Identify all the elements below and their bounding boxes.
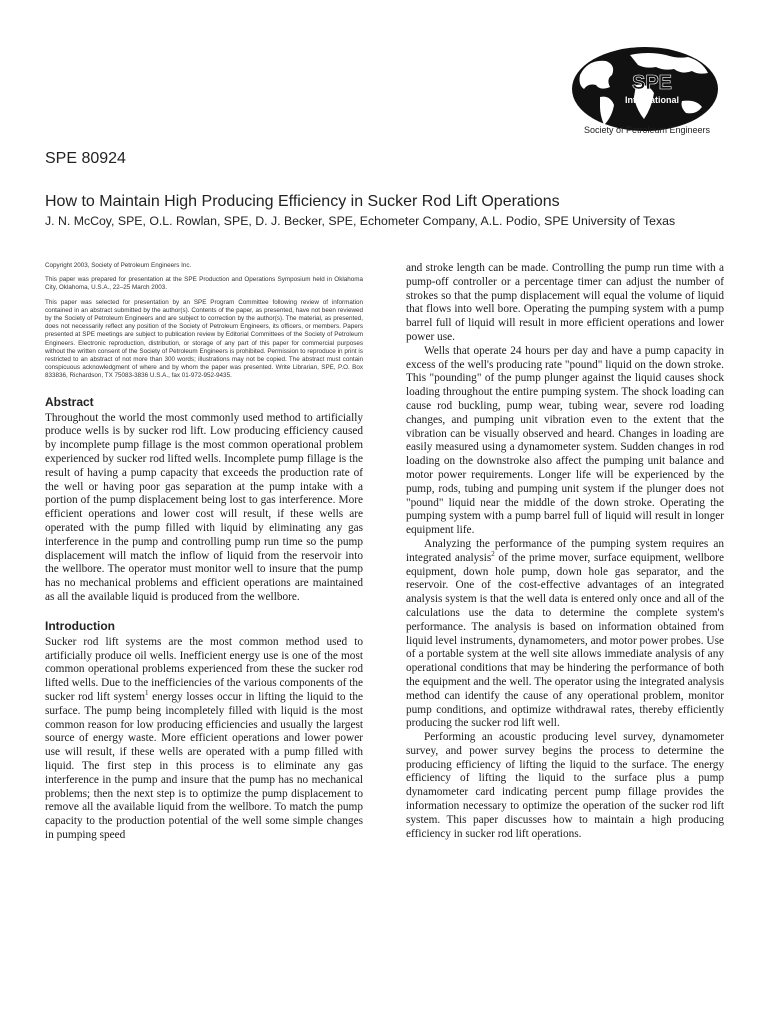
copyright-line: Copyright 2003, Society of Petroleum Engineers Inc. [45, 262, 192, 269]
logo-spe-text: SPE [631, 72, 673, 94]
logo-international-text: International [624, 95, 680, 105]
left-column [45, 262, 363, 843]
introduction-heading: Introduction [45, 618, 115, 633]
paper-title: How to Maintain High Producing Efficiency in Sucker Rod Lift Operations [45, 193, 560, 210]
paragraph-text-part: Analyzing the performance of the pumping system requires an integrated analysis [406, 537, 724, 564]
review-disclaimer: This paper was selected for presentation by an SPE Program Committee following review of information contained in an abstract submitted by the author(s). Contents of the paper, as presented, have not been reviewed by the Society of Petroleum Engineers and are subject to correction by the author(s). The material, as presented, does not necessarily reflect any position of the Society of Petroleum Engineers, its officers, or members. Papers presented at SPE meetings are subject to publication review by Editorial Committees of the Society of Petroleum Engineers. Electronic reproduction, distribution, or storage of any part of this paper for commercial purposes without the written consent of the Society of Petroleum Engineers is prohibited. Permission to reproduce in print is restricted to an abstract of not more than 300 words; illustrations may not be copied. The abstract must contain conspicuous acknowledgment of where and by whom the paper was presented. Write Librarian, SPE, P.O. Box 833836, Richardson, TX 75083-3836 U.S.A., fax 01-972-952-9435. [45, 298, 363, 380]
paragraph: and stroke length can be made. Controlling the pump run time with a pump-off controller or a percentage timer can adjust the number of strokes so that the pump displacement will equal the volume of liquid that flows into well bore. Operating the pumping system with a pump barrel full of liquid will result in more efficient operations and lower power use. [406, 262, 724, 343]
reference-marker: 2 [491, 549, 495, 558]
copyright-block [45, 262, 363, 381]
paragraph: Wells that operate 24 hours per day and have a pump capacity in excess of the well's producing rate "pound" liquid on the down stroke. This "pounding" of the pump plunger against the liquid causes shock loading throughout the entire pumping system. The shock loading can cause rod buckling, pump wear, tubing wear, severe rod loading changes, and pumping unit vibration even to the extent that the vibration can be visually observed and heard. Changes in loading are easily measured using a dynamometer system. Sudden changes in rod loading on the downstroke also affect the pumping unit balance and motor power requirements. Longer life will be experienced by the pump, rods, tubing and pumping unit system if the plunger does not "pound" liquid near the middle of the down stroke. Operating the pumping system with a pump barrel full of liquid will result in longer equipment life. [406, 344, 724, 537]
paper-number: SPE 80924 [45, 150, 126, 167]
right-column [406, 262, 724, 841]
presentation-note: This paper was prepared for presentation at the SPE Production and Operations Symposium held in Oklahoma City, Oklahoma, U.S.A., 22–25 March 2003. [45, 276, 363, 292]
author-list: J. N. McCoy, SPE, O.L. Rowlan, SPE, D. J. Becker, SPE, Echometer Company, A.L. Podio, SPE University of Texas [45, 214, 676, 228]
paragraph-text-part: of the prime mover, surface equipment, wellbore equipment, down hole pump, down hole gas separator, and the reservoir. One of the cost-effective advantages of an integrated analysis system is that the well data is entered only once and all of the calculations use the data to determine the complete system's performance. The analysis is based on information obtained from liquid level instruments, dynamometers, and motor power probes. Use of a portable system at the well site allows immediate analysis of any operational conditions that may be hindering the performance of both the equipment and the well. The operator using the integrated analysis method can identify the cause of any operational problem, monitor pump conditions, and optimize withdrawal rates, thereby efficiently producing the sucker rod lift well. [406, 551, 724, 730]
society-caption: Society of Petroleum Engineers [583, 125, 711, 135]
paragraph [406, 538, 724, 731]
intro-text-part: energy losses occur in lifting the liquid to the surface. The pump being incompletely filled with liquid is the most common reason for low producing efficiencies and usually the largest source of energy waste. More efficient operations and lower power use will result, if these wells are operated with a pump filled with liquid. The first step in this process is to eliminate any gas interference in the pump and insure that the pump has no mechanical problems; then the next step is to optimize the pump displacement to remove all the available liquid from the wellbore. To match the pump capacity to the production potential of the well some simple changes in pumping speed [45, 690, 363, 841]
abstract-text: Throughout the world the most commonly used method to artificially produce wells is by sucker rod lift. Low producing efficiency caused by incomplete pump fillage is the most common operational problem experienced by sucker rod lifted wells. Incomplete pump fillage is the result of having a pump capacity that exceeds the production rate of the well or having poor gas separation at the pump intake with a portion of the pump displacement being lost to gas interference. More efficient operations and lower cost will result, if these wells are operated with the pump filled with liquid by eliminating any gas interference in the pump and controlling pump run time so the pump displacement will match the inflow of liquid from the reservoir into the wellbore. The operator must monitor well to insure that the pump has no mechanical problems and efficient operations are maintained as all the available liquid is produced from the wellbore. [45, 411, 363, 603]
reference-marker: 1 [145, 689, 149, 698]
paragraph: Performing an acoustic producing level survey, dynamometer survey, and power survey begins the process to determine the producing efficiency of lifting the liquid to the surface. The energy efficiency of lifting the liquid to the surface plus a pump dynamometer card indicating percent pump fillage provides the information necessary to optimize the operation of the sucker rod lift system. This paper discusses how to maintain a high producing efficiency in sucker rod lift operations. [406, 731, 724, 840]
intro-text-part: Sucker rod lift systems are the most common method used to artificially produce oil wells. Inefficient energy use is one of the most common operational problems experienced from these the sucker rod lifted wells. Due to the inefficiencies of the various components of the sucker rod lift system [45, 635, 363, 703]
abstract-heading: Abstract [45, 394, 94, 409]
introduction-text [45, 636, 363, 843]
